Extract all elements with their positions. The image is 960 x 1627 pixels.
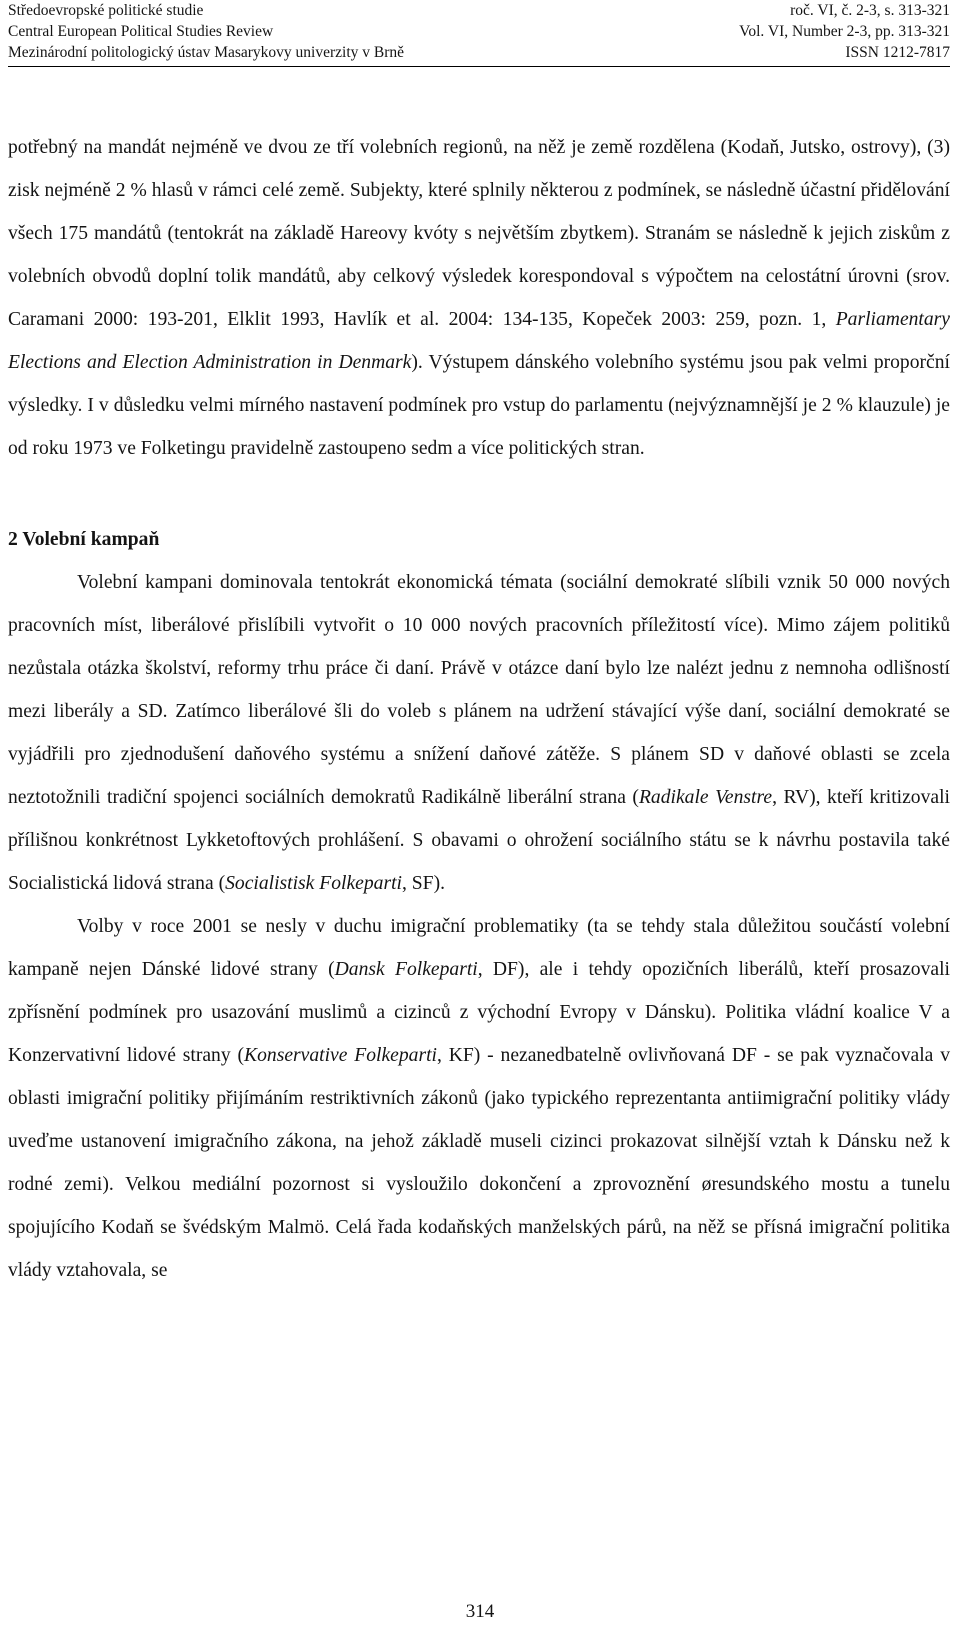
paragraph-text: , RV), kteří kritizovali přílišnou konkrétnost Lykketoftových prohlášení. S obavami o ohrožení sociálního státu se k návrhu postavila také Socialistická lidová strana ( (8, 787, 950, 894)
header-row-1 (8, 0, 950, 21)
italic-party-name: Dansk Folkeparti (334, 959, 478, 980)
volume-info-en: Vol. VI, Number 2-3, pp. 313-321 (739, 23, 950, 40)
paragraph-text: potřebný na mandát nejméně ve dvou ze tří volebních regionů, na něž je země rozdělena (Kodaň, Jutsko, ostrovy), (3) zisk nejméně 2 % hlasů v rámci celé země. Subjekty, které splnily některou z podmínek, se následně účastní přidělování všech 175 mandátů (tentokrát na základě Hareovy kvóty s největším zbytkem). Stranám se následně k jejich ziskům z volebních obvodů doplní tolik mandátů, aby celkový výsledek korespondoval s výpočtem na celostátní úrovni (srov. Caramani 2000: 193-201, Elklit 1993, Havlík et al. 2004: 134-135, Kopeček 2003: 259, pozn. 1, (8, 137, 950, 330)
italic-party-name: Konservative Folkeparti (244, 1045, 437, 1066)
paragraph-immigration (8, 905, 950, 1292)
paragraph-text: ). Výstupem dánského volebního systému jsou pak velmi proporční výsledky. I v důsledku velmi mírného nastavení podmínek pro vstup do parlamentu (nejvýznamnější je 2 % klauzule) je od roku 1973 ve Folketingu pravidelně zastoupeno sedm a více politických stran. (8, 352, 950, 459)
paragraph-campaign (8, 561, 950, 905)
italic-party-name: Socialistisk Folkeparti (225, 873, 402, 894)
italic-party-name: Radikale Venstre (638, 787, 773, 808)
header-row-2 (8, 21, 950, 42)
volume-info-cz: roč. VI, č. 2-3, s. 313-321 (790, 2, 950, 19)
issn: ISSN 1212-7817 (845, 44, 950, 61)
paragraph-continued (8, 126, 950, 470)
running-header (8, 0, 950, 67)
journal-title-cz: Středoevropské politické studie (8, 2, 204, 19)
article-body (8, 126, 950, 1292)
institute-name: Mezinárodní politologický ústav Masarykovy univerzity v Brně (8, 44, 405, 61)
paragraph-text: Volební kampani dominovala tentokrát ekonomická témata (sociální demokraté slíbili vznik 50 000 nových pracovních míst, liberálové přislíbili vytvořit o 10 000 nových pracovních příležitostí více). Mimo zájem politiků nezůstala otázka školství, reformy trhu práce či daní. Právě v otázce daní bylo lze nalézt jednu z nemnoha odlišností mezi liberály a SD. Zatímco liberálové šli do voleb s plánem na udržení stávající výše daní, sociální demokraté se vyjádřili pro zjednodušení daňového systému a snížení daňové zátěže. S plánem SD v daňové oblasti se zcela neztotožnili tradiční spojenci sociálních demokratů Radikálně liberální strana ( (8, 572, 950, 808)
italic-title: Parliamentary Elections and Election Administration in Denmark (8, 309, 950, 373)
paragraph-text: Volby v roce 2001 se nesly v duchu imigrační problematiky (ta se tehdy stala důležitou součástí volební kampaně nejen Dánské lidové strany ( (8, 916, 950, 980)
header-row-3 (8, 42, 950, 63)
paragraph-text: , KF) - nezanedbatelně ovlivňovaná DF - se pak vyznačovala v oblasti imigrační politiky přijímáním restriktivních zákonů (jako typického reprezentanta antiimigrační politiky vlády uveďme ustanovení imigračního zákona, na jehož základě museli cizinci prokazovat silnější vztah k Dánsku než k rodné zemi). Velkou mediální pozornost si vysloužilo dokončení a zprovoznění øresundského mostu a tunelu spojujícího Kodaň se švédským Malmö. Celá řada kodaňských manželských párů, na něž se přísná imigrační politika vlády vztahovala, se (8, 1045, 950, 1281)
section-heading: 2 Volební kampaň (8, 529, 160, 550)
paragraph-text: , SF). (401, 873, 445, 894)
journal-title-en: Central European Political Studies Review (8, 23, 274, 40)
paragraph-text: , DF), ale i tehdy opozičních liberálů, kteří prosazovali zpřísnění podmínek pro usazování muslimů a cizinců z východní Evropy v Dánsku). Politika vládní koalice V a Konzervativní lidové strany ( (8, 959, 950, 1066)
page-number: 314 (465, 1601, 495, 1622)
